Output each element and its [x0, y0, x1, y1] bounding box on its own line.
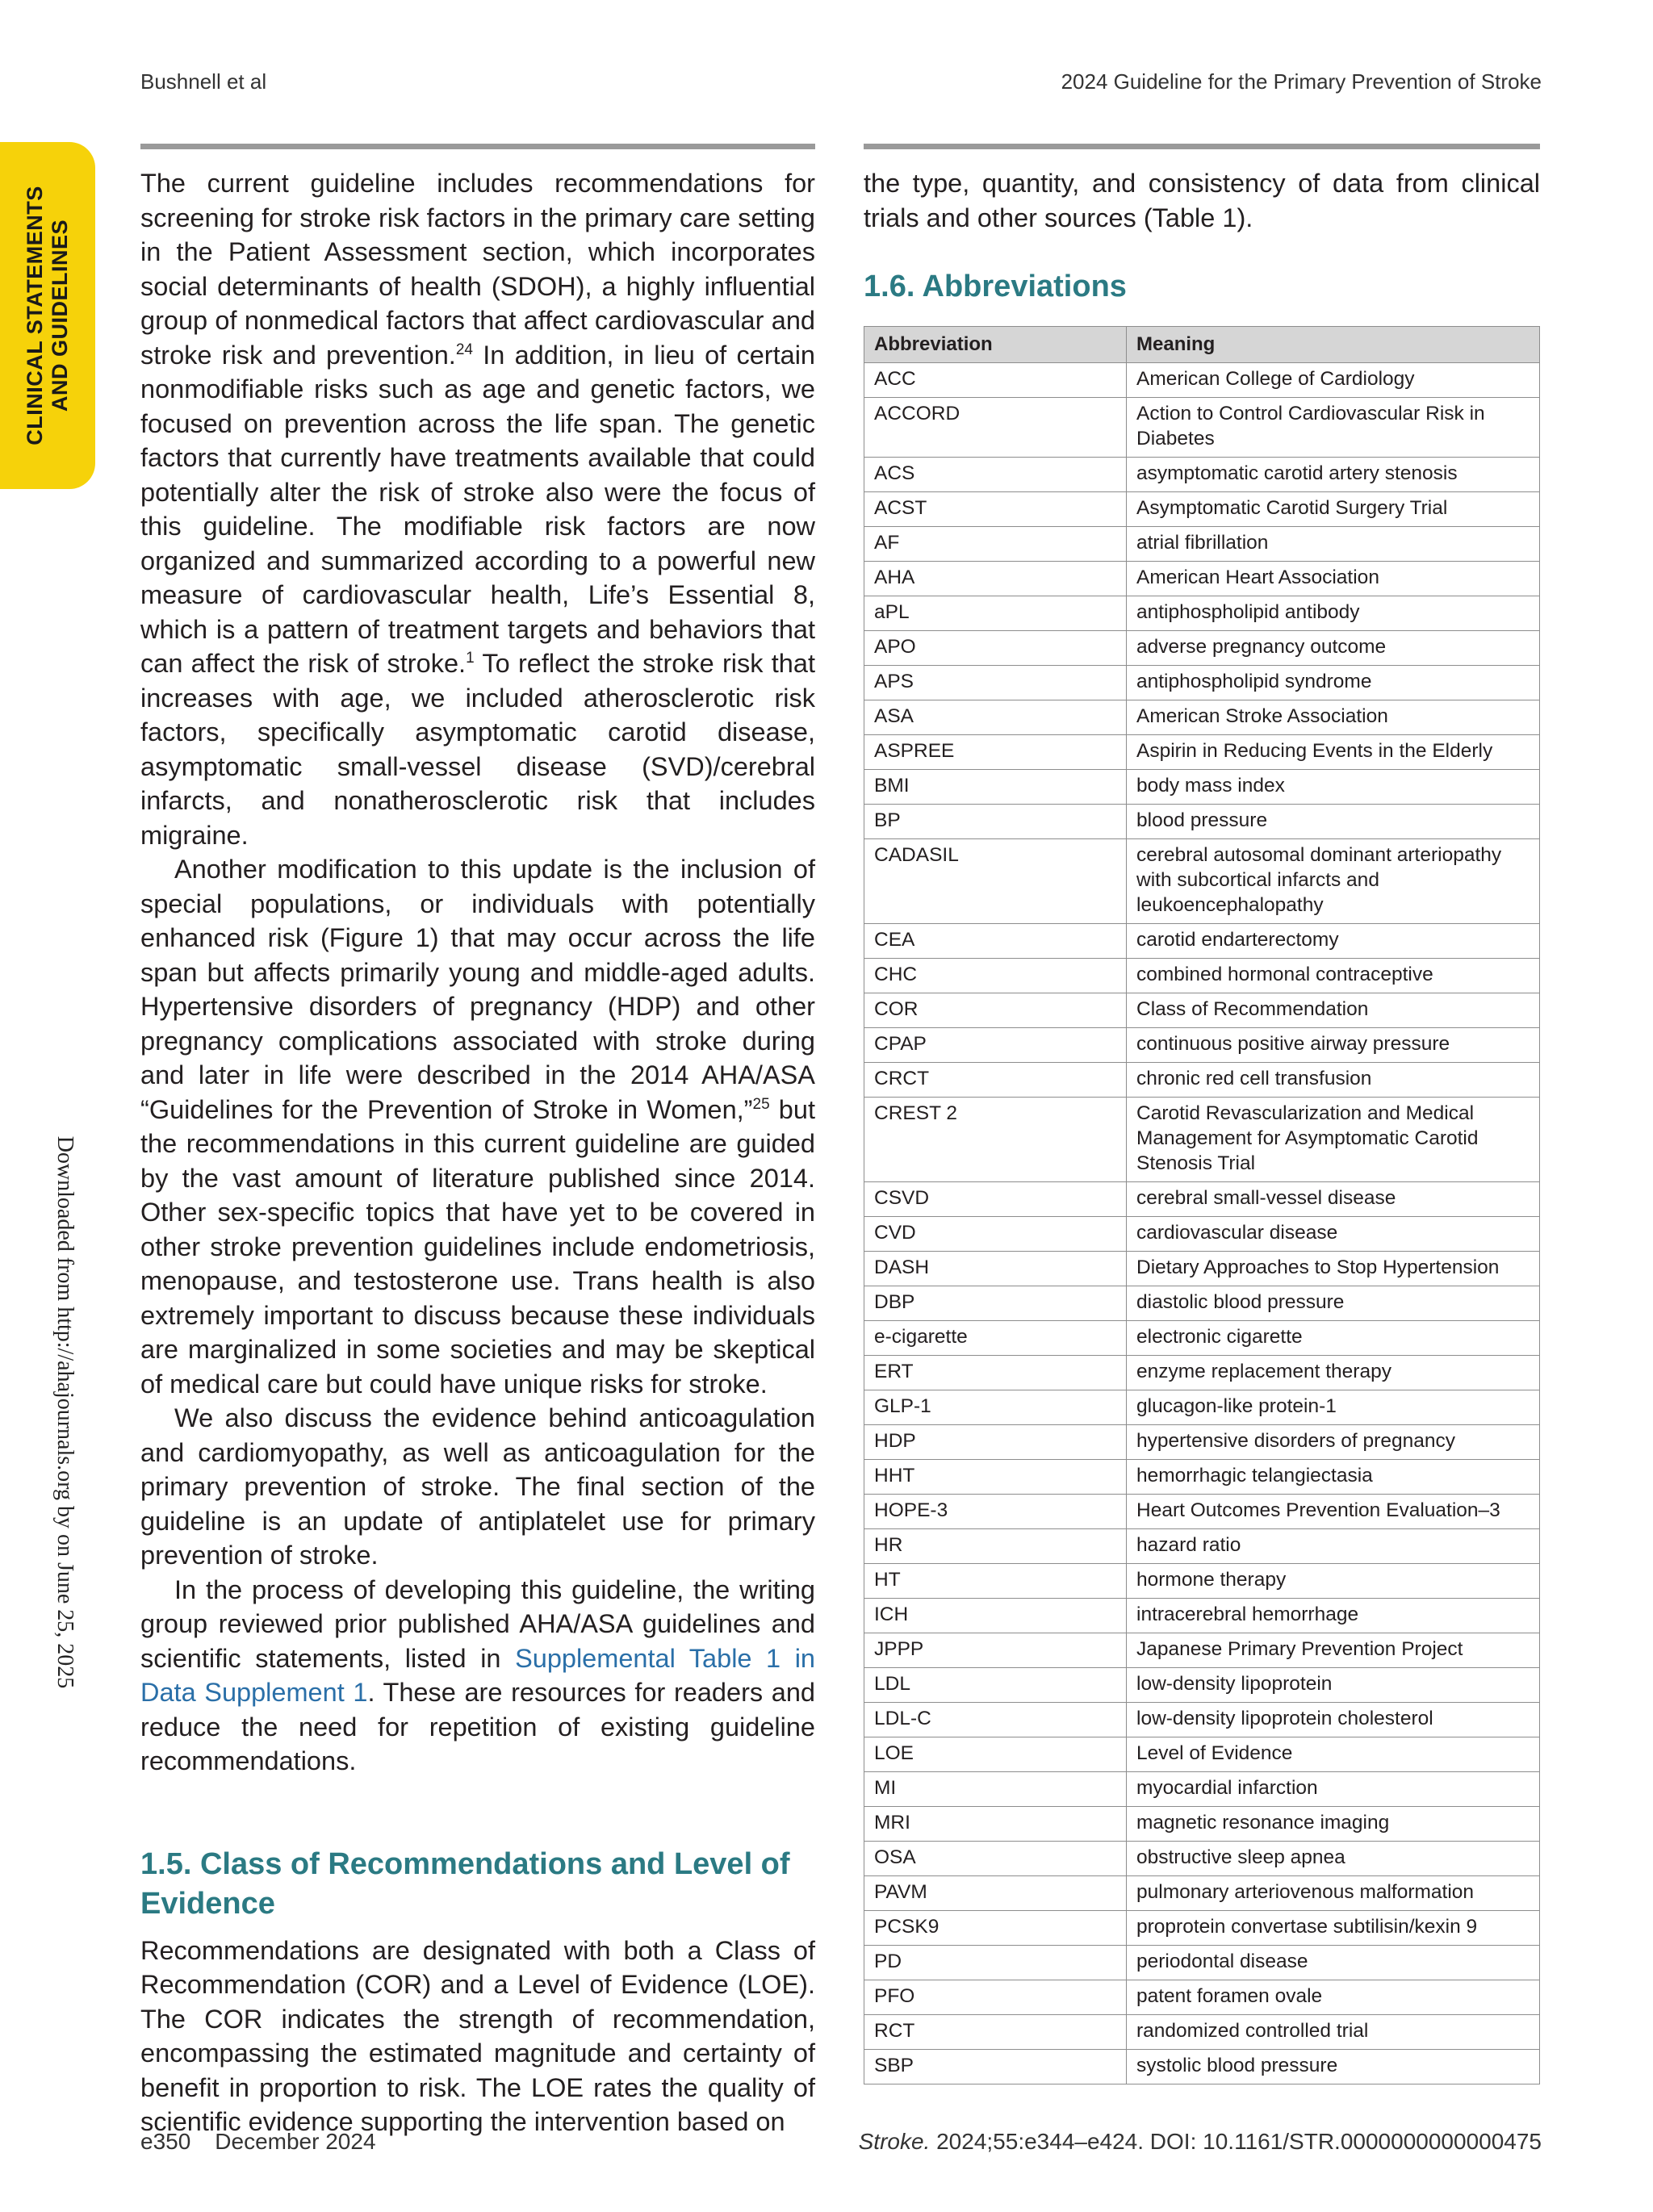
issue-date: December 2024 [215, 2129, 376, 2154]
abbreviation-cell: ACCORD [864, 398, 1127, 458]
table-row [864, 924, 1540, 959]
footer-citation [859, 2129, 1542, 2155]
abbreviation-cell: PCSK9 [864, 1911, 1127, 1946]
table-row [864, 2050, 1540, 2084]
paragraph-4: In the process of developing this guideline, the writing group reviewed prior published AHA/ASA guidelines and scientific statements, listed in Supplemental Table 1 in Data Supplement 1. These are resources for readers and reduce the need for repetition of existing guideline recommendations. [140, 1574, 815, 1775]
meaning-cell: low-density lipoprotein cholesterol [1127, 1703, 1540, 1737]
abbreviation-cell: SBP [864, 2050, 1127, 2084]
paragraph-1: The current guideline includes recommendations for screening for stroke risk factors in the primary care setting in the Patient Assessment section, which incorporates social determinants of health (SDOH), a highly influential group of nonmedical factors that affect cardiovascular and stroke risk and prevention.$^{24}$ In addition, in lieu of certain nonmodifiable risks such as age and genetic factors, we focused on prevention across the life span. The genetic factors that currently have treatments available that could potentially alter the risk of stroke also were the focus of this guideline. The modifiable risk factors are now organized and summarized according to a powerful new measure of cardiovascular health, Life’s Essential 8, which is a pattern of treatment targets and behaviors that can affect the risk of stroke.$^1$ To reflect the stroke risk that increases with age, we included atherosclerotic risk factors, specifically asymptomatic carotid disease, asymptomatic small-vessel disease (SVD)/cerebral infarcts, and nonatherosclerotic risk that includes migraine. [140, 169, 815, 850]
abbreviation-cell: DBP [864, 1286, 1127, 1321]
table-row [864, 527, 1540, 562]
meaning-cell: carotid endarterectomy [1127, 924, 1540, 959]
column-header-abbreviation: Abbreviation [864, 327, 1127, 363]
table-row [864, 1460, 1540, 1495]
table-row [864, 596, 1540, 631]
download-watermark: Downloaded from http://ahajournals.org by on June 25, 2025 [52, 1135, 77, 1689]
meaning-cell: American Stroke Association [1127, 700, 1540, 735]
meaning-cell: Carotid Revascularization and Medical Management for Asymptomatic Carotid Stenosis Trial [1127, 1098, 1540, 1182]
abbreviation-cell: LDL [864, 1668, 1127, 1703]
table-row [864, 735, 1540, 770]
meaning-cell: glucagon-like protein-1 [1127, 1390, 1540, 1425]
table-row [864, 1529, 1540, 1564]
abbreviation-cell: HDP [864, 1425, 1127, 1460]
meaning-cell: body mass index [1127, 770, 1540, 805]
journal-name: Stroke. [858, 2129, 931, 2154]
table-row [864, 700, 1540, 735]
abbreviation-cell: CSVD [864, 1182, 1127, 1217]
abbreviation-cell: GLP-1 [864, 1390, 1127, 1425]
paragraph-3: We also discuss the evidence behind anticoagulation and cardiomyopathy, as well as anticoagulation for the primary prevention of stroke. The final section of the guideline is an update of antiplatelet use for primary prevention of stroke. [140, 1403, 815, 1570]
table-row [864, 1807, 1540, 1842]
table-row [864, 1946, 1540, 1980]
abbreviation-cell: ACST [864, 492, 1127, 527]
footer-left [140, 2129, 376, 2155]
table-row [864, 839, 1540, 924]
table-row [864, 1286, 1540, 1321]
table-row [864, 631, 1540, 666]
abbreviation-cell: APO [864, 631, 1127, 666]
abbreviation-cell: HT [864, 1564, 1127, 1599]
meaning-cell: combined hormonal contraceptive [1127, 959, 1540, 993]
abbreviation-cell: AF [864, 527, 1127, 562]
table-row [864, 492, 1540, 527]
meaning-cell: intracerebral hemorrhage [1127, 1599, 1540, 1633]
abbreviation-cell: AHA [864, 562, 1127, 596]
abbreviation-cell: ERT [864, 1356, 1127, 1390]
left-column-rule [140, 144, 815, 149]
table-row [864, 1980, 1540, 2015]
table-row [864, 398, 1540, 458]
table-row [864, 562, 1540, 596]
meaning-cell: obstructive sleep apnea [1127, 1842, 1540, 1876]
meaning-cell: hypertensive disorders of pregnancy [1127, 1425, 1540, 1460]
abbreviation-cell: e-cigarette [864, 1321, 1127, 1356]
meaning-cell: electronic cigarette [1127, 1321, 1540, 1356]
abbreviation-cell: ACS [864, 458, 1127, 492]
abbreviation-cell: PAVM [864, 1876, 1127, 1911]
reference-25[interactable]: 25 [752, 1095, 770, 1113]
abbreviation-cell: CPAP [864, 1028, 1127, 1063]
meaning-cell: hemorrhagic telangiectasia [1127, 1460, 1540, 1495]
reference-24[interactable]: 24 [455, 341, 473, 358]
table-row [864, 1182, 1540, 1217]
meaning-cell: Japanese Primary Prevention Project [1127, 1633, 1540, 1668]
meaning-cell: Heart Outcomes Prevention Evaluation–3 [1127, 1495, 1540, 1529]
meaning-cell: enzyme replacement therapy [1127, 1356, 1540, 1390]
meaning-cell: Class of Recommendation [1127, 993, 1540, 1028]
abbreviation-cell: CHC [864, 959, 1127, 993]
table-row [864, 959, 1540, 993]
table-row [864, 1495, 1540, 1529]
running-header-title: 2024 Guideline for the Primary Prevention of Stroke [1061, 69, 1542, 94]
meaning-cell: magnetic resonance imaging [1127, 1807, 1540, 1842]
table-row [864, 1098, 1540, 1182]
table-row [864, 1252, 1540, 1286]
abbreviation-cell: PD [864, 1946, 1127, 1980]
table-row [864, 1599, 1540, 1633]
table-row [864, 770, 1540, 805]
table-row [864, 1321, 1540, 1356]
meaning-cell: randomized controlled trial [1127, 2015, 1540, 2050]
meaning-cell: cerebral autosomal dominant arteriopathy with subcortical infarcts and leukoencephalopathy [1127, 839, 1540, 924]
abbreviation-cell: HHT [864, 1460, 1127, 1495]
table-row [864, 1911, 1540, 1946]
abbreviation-cell: MI [864, 1772, 1127, 1807]
meaning-cell: hazard ratio [1127, 1529, 1540, 1564]
table-row [864, 993, 1540, 1028]
abbreviation-cell: COR [864, 993, 1127, 1028]
right-column-rule [864, 144, 1540, 149]
abbreviation-cell: APS [864, 666, 1127, 700]
meaning-cell: pulmonary arteriovenous malformation [1127, 1876, 1540, 1911]
table-row [864, 1703, 1540, 1737]
running-header-authors: Bushnell et al [140, 69, 267, 94]
abbreviation-cell: CREST 2 [864, 1098, 1127, 1182]
abbreviation-cell: ACC [864, 363, 1127, 398]
table-row [864, 666, 1540, 700]
meaning-cell: Action to Control Cardiovascular Risk in Diabetes [1127, 398, 1540, 458]
abbreviation-cell: CRCT [864, 1063, 1127, 1098]
meaning-cell: diastolic blood pressure [1127, 1286, 1540, 1321]
meaning-cell: Dietary Approaches to Stop Hypertension [1127, 1252, 1540, 1286]
table-row [864, 1217, 1540, 1252]
meaning-cell: proprotein convertase subtilisin/kexin 9 [1127, 1911, 1540, 1946]
meaning-cell: antiphospholipid antibody [1127, 596, 1540, 631]
abbreviation-cell: PFO [864, 1980, 1127, 2015]
side-tab-line-1: CLINICAL STATEMENTS [23, 186, 47, 445]
abbreviation-cell: DASH [864, 1252, 1127, 1286]
page-number: e350 [140, 2129, 191, 2154]
table-row [864, 1668, 1540, 1703]
meaning-cell: Aspirin in Reducing Events in the Elderly [1127, 735, 1540, 770]
meaning-cell: antiphospholipid syndrome [1127, 666, 1540, 700]
meaning-cell: blood pressure [1127, 805, 1540, 839]
abbreviation-cell: BMI [864, 770, 1127, 805]
meaning-cell: periodontal disease [1127, 1946, 1540, 1980]
meaning-cell: Level of Evidence [1127, 1737, 1540, 1772]
abbreviation-cell: CVD [864, 1217, 1127, 1252]
table-row [864, 805, 1540, 839]
abbreviation-cell: HR [864, 1529, 1127, 1564]
abbreviation-cell: ASA [864, 700, 1127, 735]
table-row [864, 1842, 1540, 1876]
abbreviation-cell: MRI [864, 1807, 1127, 1842]
left-column [140, 166, 815, 2139]
table-row [864, 458, 1540, 492]
table-row [864, 1633, 1540, 1668]
abbreviation-cell: ICH [864, 1599, 1127, 1633]
meaning-cell: chronic red cell transfusion [1127, 1063, 1540, 1098]
abbreviation-cell: RCT [864, 2015, 1127, 2050]
paragraph-continued: the type, quantity, and consistency of data from clinical trials and other sources (Table 1). [864, 169, 1540, 232]
abbreviations-table [864, 326, 1540, 2084]
table-row [864, 1564, 1540, 1599]
meaning-cell: cardiovascular disease [1127, 1217, 1540, 1252]
abbreviation-cell: BP [864, 805, 1127, 839]
table-row [864, 1356, 1540, 1390]
abbreviation-cell: CADASIL [864, 839, 1127, 924]
supplemental-table-link[interactable]: Supplemental Table 1 in Data Supplement 1 [140, 1643, 815, 1707]
table-row [864, 1028, 1540, 1063]
table-row [864, 1772, 1540, 1807]
column-header-meaning: Meaning [1127, 327, 1540, 363]
table-row [864, 1063, 1540, 1098]
right-column [864, 166, 1540, 2084]
meaning-cell: myocardial infarction [1127, 1772, 1540, 1807]
doi-citation: 2024;55:e344–e424. DOI: 10.1161/STR.0000000000000475 [930, 2129, 1542, 2154]
meaning-cell: American Heart Association [1127, 562, 1540, 596]
table-row [864, 2015, 1540, 2050]
table-header-row [864, 327, 1540, 363]
meaning-cell: systolic blood pressure [1127, 2050, 1540, 2084]
section-side-tab-label [23, 186, 73, 445]
table-row [864, 1390, 1540, 1425]
table-row [864, 363, 1540, 398]
meaning-cell: cerebral small-vessel disease [1127, 1182, 1540, 1217]
paragraph-5: Recommendations are designated with both a Class of Recommendation (COR) and a Level of Evidence (LOE). The COR indicates the strength of recommendation, encompassing the estimated magnitude and certainty of benefit in proportion to risk. The LOE rates the quality of scientific evidence supporting the intervention based on [140, 1935, 815, 2136]
section-heading-1-5: 1.5. Class of Recommendations and Level of Evidence [140, 1846, 790, 1921]
table-row [864, 1737, 1540, 1772]
abbreviation-cell: LDL-C [864, 1703, 1127, 1737]
table-row [864, 1425, 1540, 1460]
paragraph-2: Another modification to this update is the inclusion of special populations, or individuals with potentially enhanced risk (Figure 1) that may occur across the life span but affects primarily young and middle-aged adults. Hypertensive disorders of pregnancy (HDP) and other pregnancy complications associated with stroke during and later in life were described in the 2014 AHA/ASA “Guidelines for the Prevention of Stroke in Women,”$^{25}$ but the recommendations in this current guideline are guided by the vast amount of literature published since 2014. Other sex-specific topics that have yet to be covered in other stroke prevention guidelines include endometriosis, menopause, and testosterone use. Trans health is also extremely important to discuss because these individuals are marginalized in some societies and may be skeptical of medical care but could have unique risks for stroke. [140, 855, 815, 1399]
abbreviation-cell: OSA [864, 1842, 1127, 1876]
meaning-cell: hormone therapy [1127, 1564, 1540, 1599]
meaning-cell: asymptomatic carotid artery stenosis [1127, 458, 1540, 492]
abbreviation-cell: CEA [864, 924, 1127, 959]
meaning-cell: patent foramen ovale [1127, 1980, 1540, 2015]
meaning-cell: Asymptomatic Carotid Surgery Trial [1127, 492, 1540, 527]
abbreviation-cell: LOE [864, 1737, 1127, 1772]
meaning-cell: adverse pregnancy outcome [1127, 631, 1540, 666]
abbreviation-cell: ASPREE [864, 735, 1127, 770]
reference-1[interactable]: 1 [466, 650, 475, 667]
meaning-cell: American College of Cardiology [1127, 363, 1540, 398]
table-row [864, 1876, 1540, 1911]
meaning-cell: low-density lipoprotein [1127, 1668, 1540, 1703]
section-heading-1-6: 1.6. Abbreviations [864, 270, 1127, 303]
meaning-cell: continuous positive airway pressure [1127, 1028, 1540, 1063]
abbreviation-cell: HOPE-3 [864, 1495, 1127, 1529]
abbreviations-table-body [864, 363, 1540, 2084]
meaning-cell: atrial fibrillation [1127, 527, 1540, 562]
side-tab-line-2: AND GUIDELINES [48, 219, 72, 412]
abbreviation-cell: JPPP [864, 1633, 1127, 1668]
abbreviation-cell: aPL [864, 596, 1127, 631]
